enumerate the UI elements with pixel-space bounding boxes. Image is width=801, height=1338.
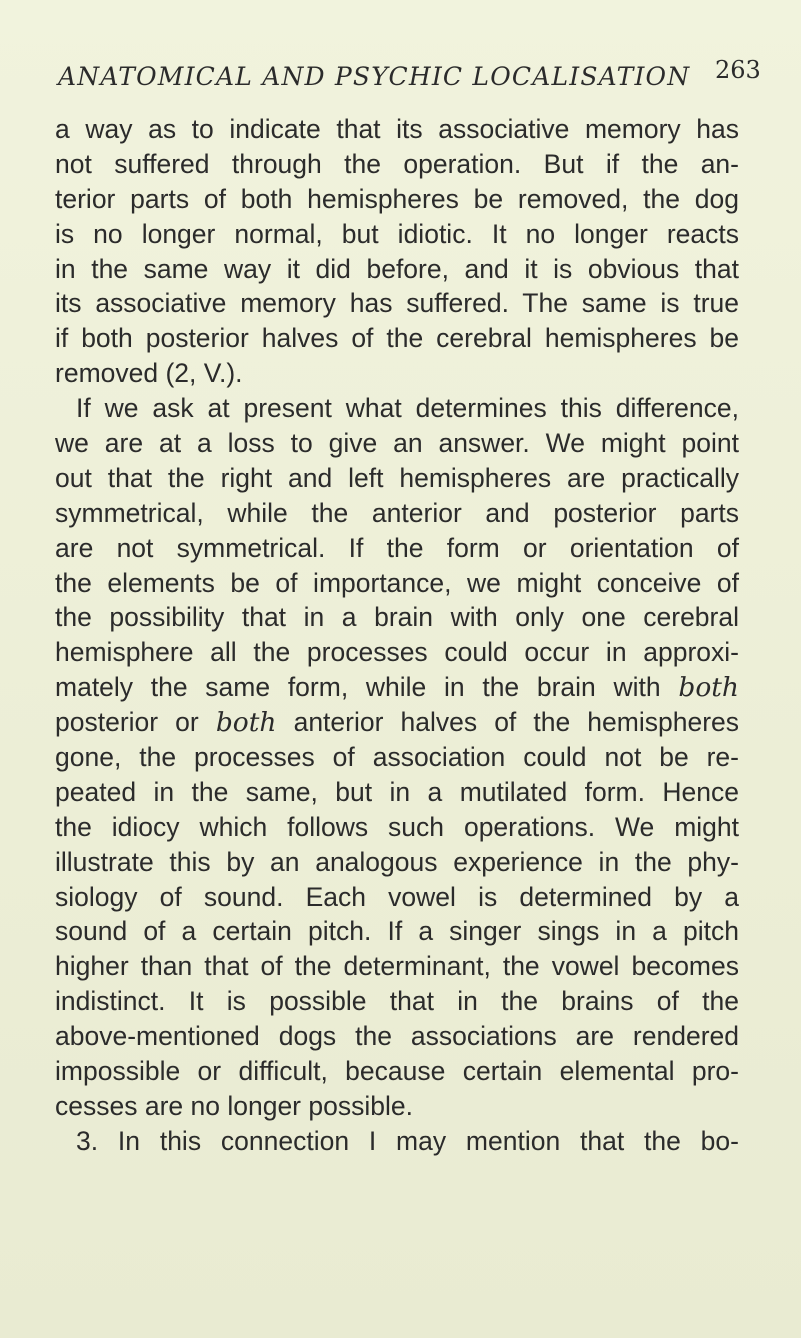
line-text: a way as to indicate that its associative memory has: [55, 114, 739, 144]
line-text: impossible or difficult, because certain elemental pro-: [55, 1056, 739, 1087]
text-line: [55, 566, 739, 601]
line-text: indistinct. It is possible that in the brains of the: [55, 986, 739, 1017]
line-text: out that the right and left hemispheres are practically: [55, 462, 739, 493]
running-title: ANATOMICAL AND PSYCHIC LOCALISATION: [58, 62, 691, 91]
text-line: [55, 496, 739, 531]
text-line: [55, 252, 739, 287]
text-line: [55, 880, 739, 915]
running-header: [58, 56, 761, 102]
line-text: 3. In this connection I may mention that the bo-: [76, 1125, 739, 1156]
text-line: [55, 600, 739, 635]
text-line: [55, 426, 739, 461]
text-line: [55, 461, 739, 496]
line-text: if both posterior halves of the cerebral hemispheres be: [55, 323, 739, 354]
text-line: [55, 391, 739, 426]
line-text: terior parts of both hemispheres be removed, the dog: [55, 183, 739, 214]
text-line: [55, 984, 739, 1019]
text-line: [55, 286, 739, 321]
line-text: posterior or: [55, 707, 199, 738]
line-text: symmetrical, while the anterior and posterior parts: [55, 497, 739, 528]
text-line: [55, 1019, 739, 1054]
line-text: illustrate this by an analogous experience in the phy-: [55, 846, 739, 877]
line-text: its associative memory has suffered. The same is true: [55, 288, 739, 319]
line-text: hemisphere all the processes could occur in approxi-: [55, 637, 739, 668]
text-line: [55, 321, 739, 356]
text-line: [55, 531, 739, 566]
text-line: [55, 775, 739, 810]
page-number: 263: [715, 56, 761, 84]
text-line: [55, 112, 739, 147]
text-line: [55, 914, 739, 949]
line-text: the elements be of importance, we might conceive of: [55, 567, 739, 598]
line-text: above-mentioned dogs the associations are rendered: [55, 1021, 739, 1052]
line-text: we are at a loss to give an answer. We might point: [55, 428, 739, 459]
line-text: cesses are no longer possible.: [55, 1090, 413, 1121]
text-line: [55, 670, 739, 705]
line-text: siology of sound. Each vowel is determined by a: [55, 881, 739, 912]
line-text: in the same way it did before, and it is obvious that: [55, 253, 739, 284]
emphasis-word: both: [215, 707, 277, 739]
line-text: the possibility that in a brain with only one cerebral: [55, 602, 739, 633]
line-text: gone, the processes of association could not be re-: [55, 742, 739, 773]
text-line: [55, 740, 739, 775]
line-text: sound of a certain pitch. If a singer sings in a pitch: [55, 916, 739, 947]
body-text: [55, 112, 739, 1159]
text-line: [55, 1124, 739, 1159]
line-text: are not symmetrical. If the form or orientation of: [55, 532, 739, 563]
text-line: [55, 1054, 739, 1089]
line-text: the idiocy which follows such operations. We might: [55, 811, 739, 842]
line-text: is no longer normal, but idiotic. It no longer reacts: [55, 218, 739, 249]
text-line: [55, 147, 739, 182]
text-line: [55, 949, 739, 984]
text-line: [55, 845, 739, 880]
line-tail-text: anterior halves of the hemispheres: [293, 707, 740, 738]
text-line: [55, 705, 739, 740]
line-text: If we ask at present what determines this difference,: [76, 393, 739, 424]
text-line: [55, 217, 739, 252]
text-line: [55, 810, 739, 845]
line-text: mately the same form, while in the brain with: [55, 672, 661, 703]
line-text: not suffered through the operation. But if the an-: [55, 148, 739, 179]
text-line: [55, 182, 739, 217]
line-text: removed (2, V.).: [55, 358, 243, 389]
line-text: peated in the same, but in a mutilated form. Hence: [55, 776, 739, 807]
line-text: higher than that of the determinant, the vowel becomes: [55, 951, 739, 982]
text-line: [55, 635, 739, 670]
emphasis-word: both: [678, 672, 739, 704]
text-line: [55, 356, 739, 391]
text-line: [55, 1089, 739, 1124]
